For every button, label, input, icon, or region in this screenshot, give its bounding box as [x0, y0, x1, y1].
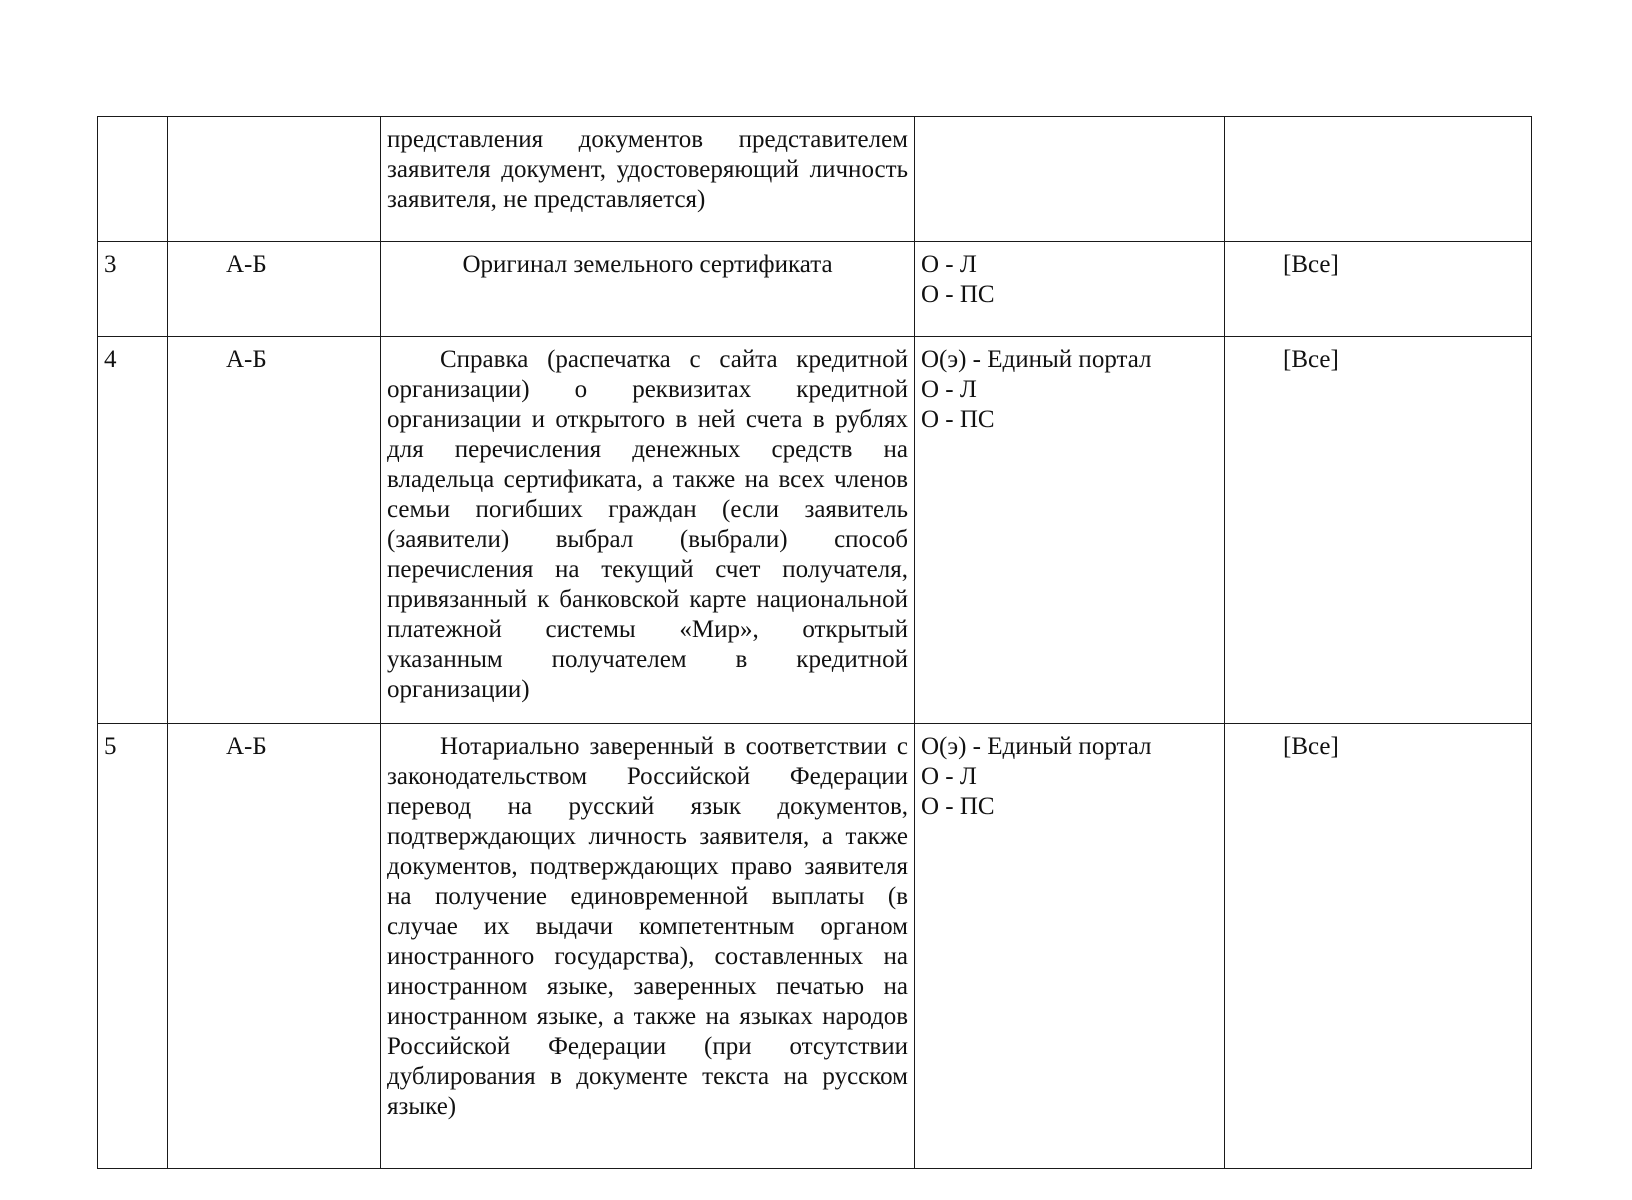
submission-method: О - ПС [921, 406, 995, 433]
document-description: Оригинал земельного сертификата [462, 251, 833, 278]
table-row [98, 337, 1532, 724]
submission-method: О - ПС [921, 281, 995, 308]
documents-table [97, 116, 1532, 1169]
document-description-cell [381, 242, 915, 337]
submission-method: О(э) - Единый портал [921, 733, 1152, 760]
submission-method: О - Л [921, 763, 977, 790]
submission-method: О - Л [921, 251, 977, 278]
submission-method-cell [915, 337, 1225, 724]
submission-method: О - Л [921, 376, 977, 403]
row-number: 5 [98, 724, 168, 1169]
submission-method: О - ПС [921, 793, 995, 820]
submission-method-cell [915, 724, 1225, 1169]
document-description: Справка (распечатка с сайта кредитной организации) о реквизитах кредитной организации и открытого в ней счета в рублях для перечисления денежных средств на владельца сертификата, а также на всех членов семьи погибших граждан (если заявитель (заявители) выбрал (выбрали) способ перечисления на текущий счет получателя, привязанный к банковской карте национальной платежной системы «Мир», открытый указанным получателем в кредитной организации) [387, 346, 908, 703]
submission-method-cell [915, 117, 1225, 242]
applicant-category: А-Б [168, 337, 381, 724]
applicant-category [168, 117, 381, 242]
row-number: 4 [98, 337, 168, 724]
table-row [98, 724, 1532, 1169]
applicability-note: [Все] [1225, 337, 1532, 724]
document-description-cell [381, 724, 915, 1169]
document-description-cell [381, 337, 915, 724]
document-description: Нотариально заверенный в соответствии с законодательством Российской Федерации перевод на русский язык документов, подтверждающих личность заявителя, а также документов, подтверждающих право заявителя на получение единовременной выплаты (в случае их выдачи компетентным органом иностранного государства), составленных на иностранном языке, заверенных печатью на иностранном языке, а также на языках народов Российской Федерации (при отсутствии дублирования в документе текста на русском языке) [387, 733, 908, 1120]
applicability-note: [Все] [1225, 242, 1532, 337]
submission-method: О(э) - Единый портал [921, 346, 1152, 373]
applicant-category: А-Б [168, 242, 381, 337]
row-number [98, 117, 168, 242]
row-number: 3 [98, 242, 168, 337]
document-description-cell [381, 117, 915, 242]
table-row [98, 117, 1532, 242]
applicability-note: [Все] [1225, 724, 1532, 1169]
applicability-note [1225, 117, 1532, 242]
applicant-category: А-Б [168, 724, 381, 1169]
document-description: представления документов представителем заявителя документ, удостоверяющий личность заявителя, не представляется) [387, 126, 908, 213]
table-row [98, 242, 1532, 337]
submission-method-cell [915, 242, 1225, 337]
